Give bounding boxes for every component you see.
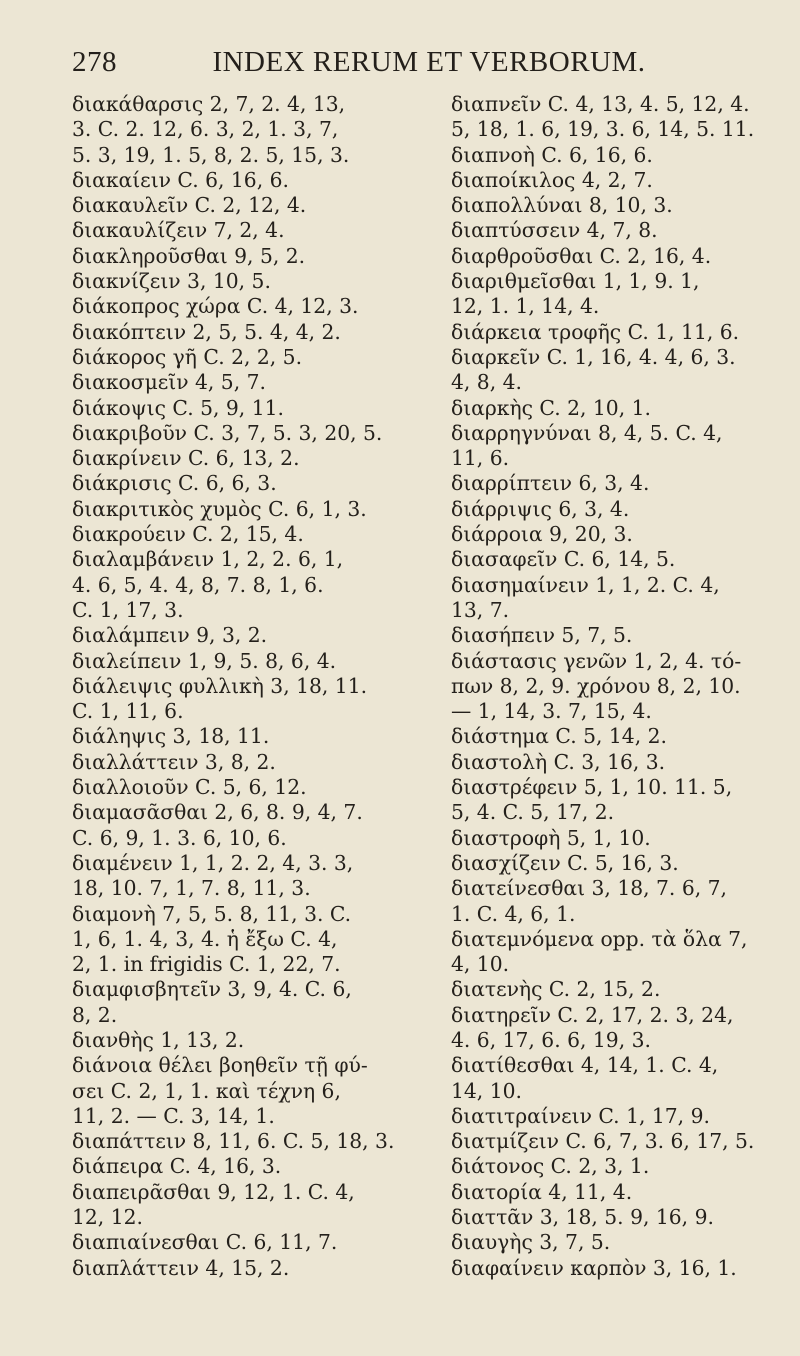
entry-line: διασχίζειν C. 5, 16, 3. — [451, 850, 679, 875]
entry-line: C. 1, 11, 6. — [72, 699, 184, 724]
entry-line: 11, 6. — [451, 446, 510, 471]
index-entry — [451, 623, 793, 648]
entry-line: διασήπειν 5, 7, 5. — [451, 623, 633, 648]
index-entry — [72, 977, 424, 1028]
index-entry — [72, 294, 424, 319]
index-entry — [451, 421, 793, 472]
index-entry — [72, 1230, 424, 1255]
index-entry — [451, 92, 793, 143]
entry-line: διαρκὴς C. 2, 10, 1. — [451, 395, 651, 420]
index-entry — [451, 244, 793, 269]
entry-line: 18, 10. 7, 1, 7. 8, 11, 3. — [72, 876, 311, 901]
entry-line: 14, 10. — [451, 1078, 522, 1103]
index-entry — [451, 977, 793, 1002]
entry-line: διανθὴς 1, 13, 2. — [72, 1027, 245, 1052]
page-header — [72, 40, 786, 84]
index-entry — [451, 1053, 793, 1104]
entry-line: διαμασᾶσθαι 2, 6, 8. 9, 4, 7. — [72, 800, 363, 825]
index-entry — [72, 396, 424, 421]
entry-line: διαττᾶν 3, 18, 5. 9, 16, 9. — [451, 1205, 714, 1230]
entry-line: διαλλάττειν 3, 8, 2. — [72, 749, 276, 774]
entry-line: διαρρηγνύναι 8, 4, 5. C. 4, — [451, 420, 723, 445]
index-entry — [451, 1154, 793, 1179]
entry-line: διαπτύσσειν 4, 7, 8. — [451, 218, 658, 243]
entry-line: διάπειρα C. 4, 16, 3. — [72, 1154, 282, 1179]
entry-line: διάτονος C. 2, 3, 1. — [451, 1154, 650, 1179]
page-number: 278 — [72, 46, 117, 78]
index-entry — [451, 193, 793, 218]
index-entry — [72, 244, 424, 269]
index-entry — [72, 1028, 424, 1053]
index-entry — [72, 750, 424, 775]
entry-line: διαπνοὴ C. 6, 16, 6. — [451, 142, 653, 167]
index-entry — [72, 168, 424, 193]
index-entry — [451, 471, 793, 496]
index-entry — [72, 497, 424, 522]
entry-line: διακαίειν C. 6, 16, 6. — [72, 167, 289, 192]
index-entry — [451, 750, 793, 775]
entry-line: διατείνεσθαι 3, 18, 7. 6, 7, — [451, 876, 727, 901]
index-entry — [451, 1180, 793, 1205]
index-entry — [72, 724, 424, 749]
entry-line: διατίθεσθαι 4, 14, 1. C. 4, — [451, 1053, 719, 1078]
entry-line: διακνίζειν 3, 10, 5. — [72, 269, 271, 294]
index-entry — [72, 193, 424, 218]
index-entry — [451, 1256, 793, 1281]
entry-line: διαυγὴς 3, 7, 5. — [451, 1230, 611, 1255]
entry-line: διακρούειν C. 2, 15, 4. — [72, 522, 304, 547]
index-entry — [72, 421, 424, 446]
index-entry — [72, 775, 424, 800]
entry-line: διατμίζειν C. 6, 7, 3. 6, 17, 5. — [451, 1129, 755, 1154]
index-entry — [451, 320, 793, 345]
entry-line: διάληψις 3, 18, 11. — [72, 724, 270, 749]
entry-line: διαμένειν 1, 1, 2. 2, 4, 3. 3, — [72, 850, 354, 875]
entry-line: διαπλάττειν 4, 15, 2. — [72, 1255, 290, 1280]
entry-line: διατενὴς C. 2, 15, 2. — [451, 977, 661, 1002]
index-entry — [72, 902, 424, 978]
index-entry — [72, 218, 424, 243]
index-entry — [72, 649, 424, 674]
entry-line: διάστασις γενῶν 1, 2, 4. τό- — [451, 648, 742, 673]
entry-line: διακληροῦσθαι 9, 5, 2. — [72, 243, 306, 268]
entry-line: C. 6, 9, 1. 3. 6, 10, 6. — [72, 825, 287, 850]
index-entry — [451, 1003, 793, 1054]
entry-line: διάρκεια τροφῆς C. 1, 11, 6. — [451, 319, 740, 344]
entry-line: 1, 6, 1. 4, 3, 4. ἡ ἔξω C. 4, — [72, 926, 338, 951]
entry-line: διαπολλύναι 8, 10, 3. — [451, 193, 673, 218]
entry-line: C. 1, 17, 3. — [72, 597, 184, 622]
entry-line: 4, 10. — [451, 952, 510, 977]
index-entry — [451, 547, 793, 572]
entry-line: διατορία 4, 11, 4. — [451, 1179, 633, 1204]
entry-line: διαρθροῦσθαι C. 2, 16, 4. — [451, 243, 712, 268]
entry-line: διάστημα C. 5, 14, 2. — [451, 724, 667, 749]
entry-line: διαριθμεῖσθαι 1, 1, 9. 1, — [451, 269, 700, 294]
index-entry — [451, 876, 793, 927]
entry-line: διάρριψις 6, 3, 4. — [451, 496, 630, 521]
entry-line: διαποίκιλος 4, 2, 7. — [451, 167, 653, 192]
entry-line: διακριτικὸς χυμὸς C. 6, 1, 3. — [72, 496, 367, 521]
index-entry — [72, 345, 424, 370]
entry-line: διάκορος γῆ C. 2, 2, 5. — [72, 344, 303, 369]
entry-line: 4. 6, 17, 6. 6, 19, 3. — [451, 1027, 651, 1052]
running-title: INDEX RERUM ET VERBORUM. — [212, 46, 646, 78]
index-entry — [72, 800, 424, 851]
entry-line: διαπειρᾶσθαι 9, 12, 1. C. 4, — [72, 1179, 355, 1204]
index-entry — [72, 1180, 424, 1231]
index-entry — [72, 1154, 424, 1179]
entry-line: διατιτραίνειν C. 1, 17, 9. — [451, 1103, 710, 1128]
index-entry — [451, 1129, 793, 1154]
entry-line: διακόπτειν 2, 5, 5. 4, 4, 2. — [72, 319, 341, 344]
entry-line: διάκρισις C. 6, 6, 3. — [72, 471, 277, 496]
entry-line: 1. C. 4, 6, 1. — [451, 901, 576, 926]
entry-line: 8, 2. — [72, 1002, 118, 1027]
entry-line: διατηρεῖν C. 2, 17, 2. 3, 24, — [451, 1002, 734, 1027]
index-entry — [72, 851, 424, 902]
entry-line: διακάθαρσις 2, 7, 2. 4, 13, — [72, 92, 346, 116]
index-entry — [72, 547, 424, 623]
entry-line: 5, 18, 1. 6, 19, 3. 6, 14, 5. 11. — [451, 117, 755, 142]
entry-line: διαφαίνειν καρπὸν 3, 16, 1. — [451, 1255, 737, 1280]
index-entry — [451, 396, 793, 421]
index-entry — [451, 143, 793, 168]
entry-line: 5. 3, 19, 1. 5, 8, 2. 5, 15, 3. — [72, 142, 350, 167]
index-entry — [451, 168, 793, 193]
entry-line: διασαφεῖν C. 6, 14, 5. — [451, 547, 676, 572]
entry-line: 13, 7. — [451, 597, 510, 622]
entry-line: διαπιαίνεσθαι C. 6, 11, 7. — [72, 1230, 338, 1255]
entry-line: πων 8, 2, 9. χρόνου 8, 2, 10. — [451, 673, 741, 698]
entry-line: διαλάμπειν 9, 3, 2. — [72, 623, 268, 648]
index-entry — [451, 1230, 793, 1255]
index-entry — [72, 471, 424, 496]
entry-line: διάνοια θέλει βοηθεῖν τῇ φύ- — [72, 1053, 368, 1078]
entry-line: 11, 2. — C. 3, 14, 1. — [72, 1103, 275, 1128]
index-entry — [72, 1256, 424, 1281]
entry-line: διαμφισβητεῖν 3, 9, 4. C. 6, — [72, 977, 352, 1002]
entry-line: 4, 8, 4. — [451, 370, 522, 395]
index-entry — [451, 497, 793, 522]
index-entry — [72, 522, 424, 547]
entry-line: διάλειψις φυλλικὴ 3, 18, 11. — [72, 673, 368, 698]
entry-line: διαλαμβάνειν 1, 2, 2. 6, 1, — [72, 547, 344, 572]
index-entry — [451, 1205, 793, 1230]
index-entry — [72, 269, 424, 294]
entry-line: — 1, 14, 3. 7, 15, 4. — [451, 699, 652, 724]
entry-line: 12, 1. 1, 14, 4. — [451, 294, 600, 319]
entry-line: διακοσμεῖν 4, 5, 7. — [72, 370, 266, 395]
entry-line: διαστροφὴ 5, 1, 10. — [451, 825, 651, 850]
entry-line: 12, 12. — [72, 1205, 143, 1230]
entry-line: διαλλοιοῦν C. 5, 6, 12. — [72, 775, 307, 800]
entry-line: διακαυλεῖν C. 2, 12, 4. — [72, 193, 307, 218]
left-column — [72, 92, 424, 1281]
index-entry — [451, 1104, 793, 1129]
entry-line: σει C. 2, 1, 1. καὶ τέχνη 6, — [72, 1078, 341, 1103]
index-entry — [451, 851, 793, 876]
index-entry — [451, 649, 793, 725]
index-entry — [451, 522, 793, 547]
entry-line: διαρρίπτειν 6, 3, 4. — [451, 471, 650, 496]
index-entry — [451, 345, 793, 396]
entry-line: 4. 6, 5, 4. 4, 8, 7. 8, 1, 6. — [72, 572, 324, 597]
index-entry — [451, 927, 793, 978]
entry-line: διαπνεῖν C. 4, 13, 4. 5, 12, 4. — [451, 92, 750, 116]
entry-line: διάρροια 9, 20, 3. — [451, 522, 633, 547]
entry-line: διαρκεῖν C. 1, 16, 4. 4, 6, 3. — [451, 344, 736, 369]
index-entry — [72, 446, 424, 471]
index-entry — [451, 573, 793, 624]
entry-line: διακαυλίζειν 7, 2, 4. — [72, 218, 285, 243]
index-entry — [451, 218, 793, 243]
entry-line: 2, 1. in frigidis C. 1, 22, 7. — [72, 952, 341, 977]
index-entry — [72, 674, 424, 725]
index-entry — [72, 623, 424, 648]
entry-line: διάκοπρος χώρα C. 4, 12, 3. — [72, 294, 359, 319]
entry-line: διάκοψις C. 5, 9, 11. — [72, 395, 284, 420]
entry-line: 3. C. 2. 12, 6. 3, 2, 1. 3, 7, — [72, 117, 339, 142]
index-entry — [451, 269, 793, 320]
index-entry — [72, 320, 424, 345]
index-entry — [72, 370, 424, 395]
entry-line: διακριβοῦν C. 3, 7, 5. 3, 20, 5. — [72, 420, 383, 445]
index-entry — [451, 775, 793, 826]
entry-line: διακρίνειν C. 6, 13, 2. — [72, 446, 300, 471]
index-entry — [72, 92, 424, 168]
entry-line: διαπάττειν 8, 11, 6. C. 5, 18, 3. — [72, 1129, 395, 1154]
entry-line: διασημαίνειν 1, 1, 2. C. 4, — [451, 572, 720, 597]
entry-line: διαμονὴ 7, 5, 5. 8, 11, 3. C. — [72, 901, 352, 926]
index-entry — [451, 826, 793, 851]
entry-line: διαστρέφειν 5, 1, 10. 11. 5, — [451, 775, 733, 800]
right-column — [451, 92, 793, 1281]
entry-line: διαλείπειν 1, 9, 5. 8, 6, 4. — [72, 648, 337, 673]
index-entry — [72, 1129, 424, 1154]
entry-line: διατεμνόμενα opp. τὰ ὅλα 7, — [451, 926, 748, 951]
entry-line: διαστολὴ C. 3, 16, 3. — [451, 749, 666, 774]
index-entry — [451, 724, 793, 749]
index-entry — [72, 1053, 424, 1129]
entry-line: 5, 4. C. 5, 17, 2. — [451, 800, 615, 825]
